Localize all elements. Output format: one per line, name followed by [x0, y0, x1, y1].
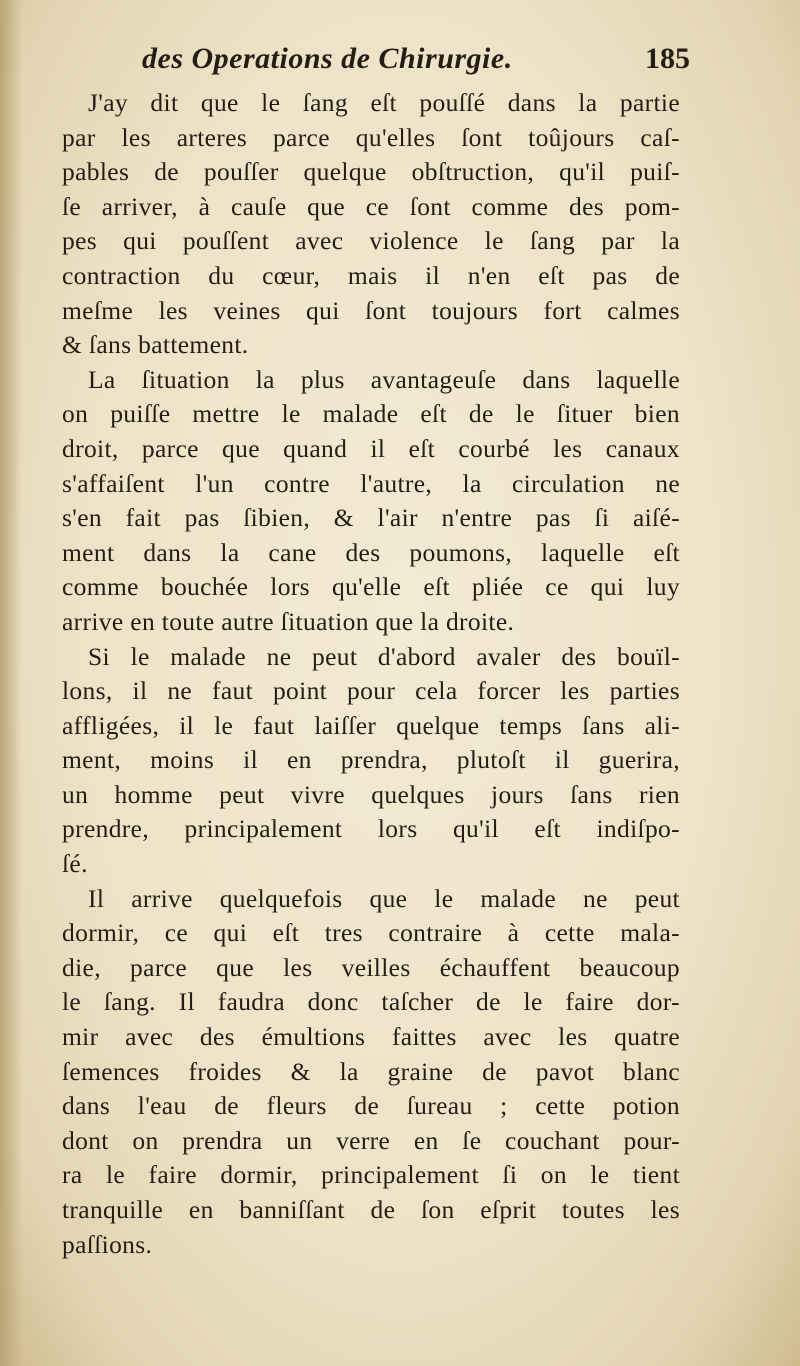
- text-line: die, parce que les veilles échauffent beaucoup: [62, 952, 680, 982]
- paragraph-4: [62, 882, 680, 1263]
- running-title: des Operations de Chirurgie.: [142, 42, 513, 75]
- paragraph-3: [62, 640, 680, 882]
- text-line: tranquille en banniſſant de ſon eſprit toutes les: [62, 1195, 680, 1224]
- text-line: paſſions.: [62, 1229, 153, 1259]
- text-line: le ſang. Il faudra donc taſcher de le faire dor-: [62, 987, 680, 1017]
- text-line: Si le malade ne peut d'abord avaler des bouïl-: [88, 641, 680, 671]
- text-line: arrive en toute autre ſituation que la droite.: [62, 606, 515, 636]
- text-line: s'en fait pas ſibien, & l'air n'entre pas ſi aiſé-: [62, 503, 680, 533]
- text-line: J'ay dit que le ſang eſt pouſſé dans la partie: [88, 88, 680, 117]
- text-line: ſe arriver, à cauſe que ce ſont comme des pom-: [62, 191, 680, 221]
- text-line: dans l'eau de fleurs de ſureau ; cette potion: [62, 1091, 680, 1121]
- body-text: [62, 86, 680, 1262]
- text-line: on puiſſe mettre le malade eſt de le ſituer bien: [62, 399, 680, 429]
- text-line: affligées, il le faut laiſſer quelque temps ſans ali-: [62, 710, 680, 740]
- text-line: lons, il ne faut point pour cela forcer les parties: [62, 676, 680, 706]
- text-line: un homme peut vivre quelques jours ſans rien: [62, 779, 680, 809]
- text-line: s'affaiſent l'un contre l'autre, la circulation ne: [62, 468, 680, 498]
- page-number: 185: [645, 42, 690, 75]
- text-line: & ſans battement.: [62, 330, 249, 360]
- text-line: ſemences froides & la graine de pavot blanc: [62, 1056, 680, 1086]
- text-line: ſé.: [62, 849, 88, 879]
- text-line: ment dans la cane des poumons, laquelle eſt: [62, 537, 680, 567]
- text-line: ment, moins il en prendra, plutoſt il guerira,: [62, 745, 680, 775]
- text-line: ra le faire dormir, principalement ſi on le tient: [62, 1160, 680, 1190]
- text-line: dormir, ce qui eſt tres contraire à cette mala-: [62, 918, 680, 948]
- text-line: meſme les veines qui ſont toujours fort calmes: [62, 295, 680, 325]
- text-line: comme bouchée lors qu'elle eſt pliée ce qui luy: [62, 572, 680, 602]
- text-line: prendre, principalement lors qu'il eſt indiſpo-: [62, 814, 680, 844]
- text-line: pables de pouſſer quelque obſtruction, qu'il puiſ-: [62, 157, 680, 187]
- text-line: par les arteres parce qu'elles ſont toûjours caſ-: [62, 122, 680, 152]
- running-head: [142, 42, 690, 82]
- text-line: pes qui pouſſent avec violence le ſang par la: [62, 226, 680, 256]
- text-line: droit, parce que quand il eſt courbé les canaux: [62, 433, 680, 463]
- text-line: La ſituation la plus avantageuſe dans laquelle: [88, 364, 680, 394]
- text-line: Il arrive quelquefois que le malade ne peut: [88, 883, 680, 913]
- paragraph-1: [62, 86, 680, 363]
- text-line: mir avec des émultions faittes avec les quatre: [62, 1022, 680, 1052]
- gutter-shadow: [0, 0, 22, 1366]
- text-line: dont on prendra un verre en ſe couchant pour-: [62, 1125, 680, 1155]
- paragraph-2: [62, 363, 680, 640]
- text-line: contraction du cœur, mais il n'en eſt pas de: [62, 260, 680, 290]
